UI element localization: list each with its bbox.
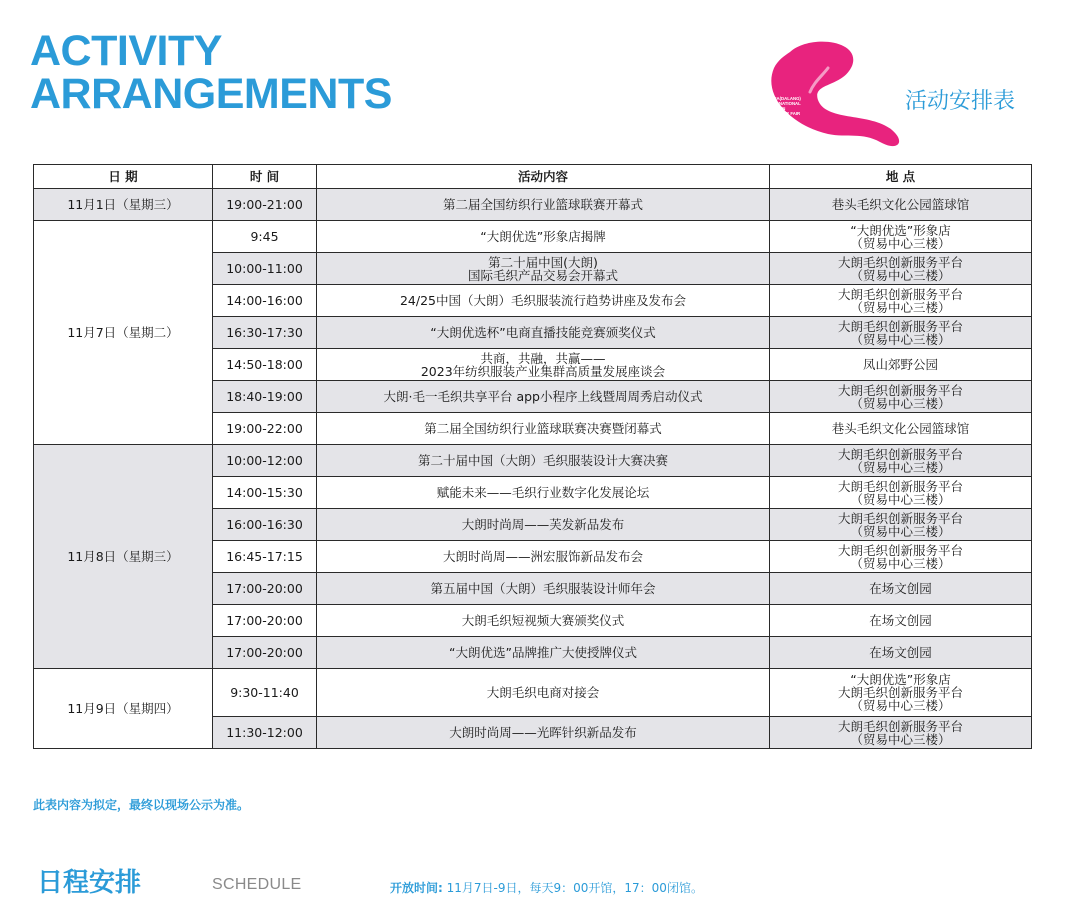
- location-cell: [770, 221, 1032, 253]
- title-en-line1: ACTIVITY: [30, 27, 222, 75]
- date-cell: 11月9日（星期四）: [34, 669, 213, 749]
- content-cell-line: 大朗毛织短视频大赛颁奖仪式: [461, 613, 625, 628]
- location-cell-line: （贸易中心三楼）: [850, 299, 951, 315]
- content-cell-line: 第二十届中国(大朗): [488, 254, 598, 270]
- time-cell: 14:50-18:00: [213, 349, 317, 381]
- content-cell-line: 2023年纺织服装产业集群高质量发展座谈会: [420, 363, 666, 379]
- content-cell-line: 共商，共融，共赢——: [480, 350, 606, 366]
- content-cell-line: 第二十届中国（大朗）毛织服装设计大赛决赛: [417, 453, 668, 468]
- content-cell: [317, 253, 770, 285]
- location-cell: [770, 717, 1032, 749]
- title-en-line2: ARRANGEMENTS: [30, 70, 392, 118]
- schedule-table-body: [34, 189, 1032, 749]
- content-cell-line: “大朗优选”品牌推广大使授牌仪式: [449, 645, 637, 660]
- time-cell: 16:00-16:30: [213, 509, 317, 541]
- content-cell-line: 赋能未来——毛织行业数字化发展论坛: [436, 485, 650, 500]
- column-header-location: 地 点: [770, 165, 1032, 189]
- content-cell: [317, 285, 770, 317]
- location-cell: [770, 605, 1032, 637]
- column-header-content: 活动内容: [317, 165, 770, 189]
- time-cell: 10:00-11:00: [213, 253, 317, 285]
- content-cell: [317, 189, 770, 221]
- location-cell: [770, 381, 1032, 413]
- time-cell: 16:45-17:15: [213, 541, 317, 573]
- date-cell: 11月7日（星期二）: [34, 221, 213, 445]
- location-cell-line: （贸易中心三楼）: [850, 555, 951, 571]
- page-title-en: [30, 27, 392, 118]
- location-cell: [770, 285, 1032, 317]
- table-row: [34, 221, 1032, 253]
- location-cell-line: “大朗优选”形象店: [850, 222, 951, 238]
- content-cell-line: 大朗时尚周——光晖针织新品发布: [449, 725, 637, 740]
- column-header-date: 日 期: [34, 165, 213, 189]
- content-cell: [317, 221, 770, 253]
- content-cell-line: 大朗·毛一毛织共享平台 app小程序上线暨周周秀启动仪式: [383, 389, 703, 404]
- location-cell: [770, 541, 1032, 573]
- location-cell-line: 大朗毛织创新服务平台: [837, 446, 963, 462]
- opening-hours-value: 11月7日-9日，每天9：00开馆，17：00闭馆。: [442, 881, 703, 895]
- location-cell-line: （贸易中心三楼）: [850, 459, 951, 475]
- opening-hours-label: 开放时间:: [390, 881, 443, 895]
- location-cell-line: （贸易中心三楼）: [850, 331, 951, 347]
- location-cell-line: 在场文创园: [869, 581, 932, 596]
- location-cell-line: （贸易中心三楼）: [850, 267, 951, 283]
- table-row: [34, 189, 1032, 221]
- time-cell: 16:30-17:30: [213, 317, 317, 349]
- content-cell-line: 国际毛织产品交易会开幕式: [467, 267, 618, 283]
- location-cell-line: 巷头毛织文化公园篮球馆: [831, 421, 970, 436]
- time-cell: 14:00-16:00: [213, 285, 317, 317]
- table-row: [34, 445, 1032, 477]
- location-cell-line: （贸易中心三楼）: [850, 235, 951, 251]
- schedule-heading-cn: 日程安排: [37, 868, 142, 898]
- location-cell-line: （贸易中心三楼）: [850, 395, 951, 411]
- logo-text-line4: KNITWEAR FAIR: [766, 111, 801, 116]
- time-cell: 17:00-20:00: [213, 637, 317, 669]
- location-cell: [770, 509, 1032, 541]
- content-cell: [317, 349, 770, 381]
- location-cell-line: 凤山郊野公园: [862, 357, 938, 372]
- location-cell: [770, 477, 1032, 509]
- time-cell: 17:00-20:00: [213, 605, 317, 637]
- content-cell: [317, 605, 770, 637]
- content-cell: [317, 509, 770, 541]
- location-cell: [770, 253, 1032, 285]
- time-cell: 10:00-12:00: [213, 445, 317, 477]
- location-cell-line: 大朗毛织创新服务平台: [837, 382, 963, 398]
- page-title-cn: 活动安排表: [905, 89, 1016, 114]
- location-cell-line: 大朗毛织创新服务平台: [837, 286, 963, 302]
- location-cell-line: （贸易中心三楼）: [850, 731, 951, 747]
- location-cell-line: 在场文创园: [869, 613, 932, 628]
- location-cell: [770, 445, 1032, 477]
- location-cell-line: （贸易中心三楼）: [850, 491, 951, 507]
- logo-text-line3: WOOLEN: [766, 106, 786, 111]
- location-cell-line: 大朗毛织创新服务平台: [837, 718, 963, 734]
- time-cell: 17:00-20:00: [213, 573, 317, 605]
- opening-hours: [390, 879, 703, 896]
- logo-text-line2: INTERNATIONAL: [766, 101, 801, 106]
- content-cell: [317, 637, 770, 669]
- content-cell-line: 第二届全国纺织行业篮球联赛决赛暨闭幕式: [424, 421, 662, 436]
- knitwear-fair-ribbon-logo-icon: [752, 38, 912, 148]
- location-cell-line: 大朗毛织创新服务平台: [837, 318, 963, 334]
- time-cell: 9:45: [213, 221, 317, 253]
- content-cell: [317, 573, 770, 605]
- content-cell: [317, 669, 770, 717]
- location-cell-line: 大朗毛织创新服务平台: [837, 510, 963, 526]
- content-cell: [317, 717, 770, 749]
- content-cell-line: 第二届全国纺织行业篮球联赛开幕式: [442, 197, 643, 212]
- date-cell: 11月1日（星期三）: [34, 189, 213, 221]
- content-cell-line: 大朗时尚周——芙发新品发布: [461, 517, 625, 532]
- location-cell-line: 大朗毛织创新服务平台: [837, 254, 963, 270]
- content-cell-line: 大朗毛织电商对接会: [486, 685, 600, 700]
- location-cell: [770, 637, 1032, 669]
- content-cell: [317, 381, 770, 413]
- location-cell-line: 大朗毛织创新服务平台: [837, 685, 963, 700]
- location-cell-line: 大朗毛织创新服务平台: [837, 542, 963, 558]
- content-cell: [317, 477, 770, 509]
- date-cell: 11月8日（星期三）: [34, 445, 213, 669]
- time-cell: 11:30-12:00: [213, 717, 317, 749]
- content-cell-line: 24/25中国（大朗）毛织服装流行趋势讲座及发布会: [399, 293, 687, 308]
- location-cell-line: （贸易中心三楼）: [850, 698, 951, 713]
- location-cell: [770, 189, 1032, 221]
- content-cell-line: “大朗优选杯”电商直播技能竞赛颁奖仪式: [430, 325, 656, 340]
- location-cell-line: 在场文创园: [869, 645, 932, 660]
- logo-text-line1: CHINA(DALANG): [766, 96, 801, 101]
- location-cell: [770, 669, 1032, 717]
- time-cell: 19:00-21:00: [213, 189, 317, 221]
- location-cell: [770, 349, 1032, 381]
- time-cell: 19:00-22:00: [213, 413, 317, 445]
- time-cell: 9:30-11:40: [213, 669, 317, 717]
- location-cell-line: “大朗优选”形象店: [850, 672, 951, 687]
- location-cell: [770, 573, 1032, 605]
- schedule-table: [33, 164, 1032, 749]
- content-cell-line: “大朗优选”形象店揭牌: [480, 229, 606, 244]
- location-cell-line: （贸易中心三楼）: [850, 523, 951, 539]
- table-row: [34, 669, 1032, 717]
- time-cell: 18:40-19:00: [213, 381, 317, 413]
- content-cell-line: 第五届中国（大朗）毛织服装设计师年会: [430, 581, 656, 596]
- time-cell: 14:00-15:30: [213, 477, 317, 509]
- table-header-row: [34, 165, 1032, 189]
- schedule-heading-en: SCHEDULE: [212, 876, 302, 893]
- disclaimer-note: 此表内容为拟定，最终以现场公示为准。: [33, 798, 250, 812]
- column-header-time: 时 间: [213, 165, 317, 189]
- location-cell: [770, 413, 1032, 445]
- location-cell: [770, 317, 1032, 349]
- location-cell-line: 大朗毛织创新服务平台: [837, 478, 963, 494]
- content-cell: [317, 445, 770, 477]
- content-cell: [317, 317, 770, 349]
- content-cell-line: 大朗时尚周——洲宏服饰新品发布会: [442, 549, 643, 564]
- content-cell: [317, 413, 770, 445]
- content-cell: [317, 541, 770, 573]
- location-cell-line: 巷头毛织文化公园篮球馆: [831, 197, 970, 212]
